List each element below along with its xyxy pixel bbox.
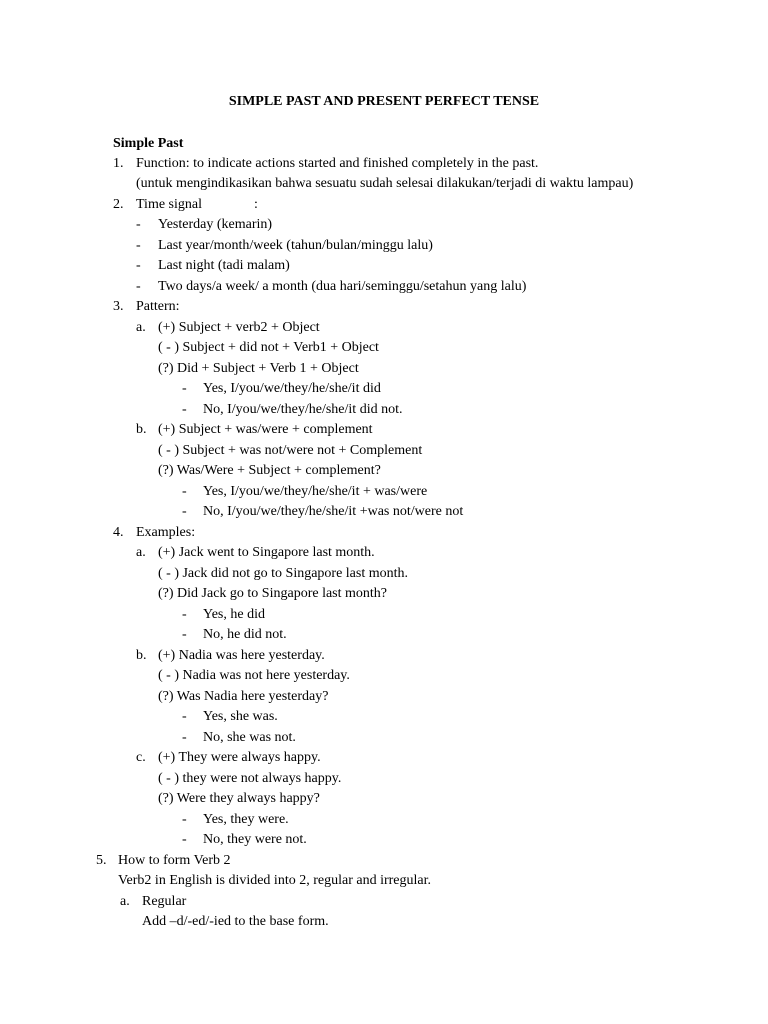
dash-marker: - bbox=[136, 217, 141, 232]
answer-no: No, he did not. bbox=[203, 627, 287, 642]
list-item-text: How to form Verb 2 bbox=[118, 853, 231, 868]
dash-marker: - bbox=[182, 484, 187, 499]
list-number: 2. bbox=[113, 197, 124, 212]
list-number: 3. bbox=[113, 299, 124, 314]
pattern-question: (?) Did + Subject + Verb 1 + Object bbox=[158, 361, 359, 376]
dash-marker: - bbox=[182, 709, 187, 724]
list-item-description: Verb2 in English is divided into 2, regular and irregular. bbox=[118, 873, 431, 888]
list-item-text: Time signal bbox=[136, 197, 202, 212]
example-negative: ( - ) Nadia was not here yesterday. bbox=[158, 668, 350, 683]
answer-yes: Yes, I/you/we/they/he/she/it + was/were bbox=[203, 484, 428, 499]
section-heading: Simple Past bbox=[113, 136, 184, 151]
dash-marker: - bbox=[182, 402, 187, 417]
dash-marker: - bbox=[136, 238, 141, 253]
list-item-colon: : bbox=[254, 197, 258, 212]
list-number: 5. bbox=[96, 853, 107, 868]
dash-marker: - bbox=[182, 730, 187, 745]
pattern-positive: (+) Subject + was/were + complement bbox=[158, 422, 373, 437]
pattern-question: (?) Was/Were + Subject + complement? bbox=[158, 463, 381, 478]
list-number: 4. bbox=[113, 525, 124, 540]
dash-marker: - bbox=[182, 607, 187, 622]
example-positive: (+) Jack went to Singapore last month. bbox=[158, 545, 375, 560]
dash-marker: - bbox=[136, 279, 141, 294]
dash-marker: - bbox=[182, 627, 187, 642]
dash-marker: - bbox=[182, 812, 187, 827]
dash-marker: - bbox=[182, 504, 187, 519]
sub-label: a. bbox=[136, 545, 146, 560]
document-title: SIMPLE PAST AND PRESENT PERFECT TENSE bbox=[228, 94, 540, 109]
answer-no: No, I/you/we/they/he/she/it did not. bbox=[203, 402, 403, 417]
sub-heading: Regular bbox=[142, 894, 187, 909]
sub-label: c. bbox=[136, 750, 146, 765]
answer-yes: Yes, he did bbox=[203, 607, 265, 622]
sub-label: a. bbox=[136, 320, 146, 335]
list-item-translation: (untuk mengindikasikan bahwa sesuatu sudah selesai dilakukan/terjadi di waktu lampau) bbox=[136, 176, 634, 191]
dash-marker: - bbox=[182, 381, 187, 396]
answer-yes: Yes, she was. bbox=[203, 709, 278, 724]
sub-label: b. bbox=[136, 648, 147, 663]
example-question: (?) Was Nadia here yesterday? bbox=[158, 689, 329, 704]
example-positive: (+) Nadia was here yesterday. bbox=[158, 648, 325, 663]
answer-no: No, she was not. bbox=[203, 730, 296, 745]
example-question: (?) Did Jack go to Singapore last month? bbox=[158, 586, 388, 601]
sub-label: b. bbox=[136, 422, 147, 437]
list-item-text: Examples: bbox=[136, 525, 196, 540]
dash-marker: - bbox=[136, 258, 141, 273]
example-negative: ( - ) they were not always happy. bbox=[158, 771, 342, 786]
list-item-text: Function: to indicate actions started and finished completely in the past. bbox=[136, 156, 539, 171]
answer-yes: Yes, I/you/we/they/he/she/it did bbox=[203, 381, 381, 396]
example-negative: ( - ) Jack did not go to Singapore last month. bbox=[158, 566, 409, 581]
list-number: 1. bbox=[113, 156, 124, 171]
pattern-negative: ( - ) Subject + was not/were not + Complement bbox=[158, 443, 423, 458]
sub-label: a. bbox=[120, 894, 130, 909]
sub-description: Add –d/-ed/-ied to the base form. bbox=[142, 914, 329, 929]
bullet-item: Yesterday (kemarin) bbox=[158, 217, 273, 232]
bullet-item: Last year/month/week (tahun/bulan/minggu lalu) bbox=[158, 238, 433, 253]
example-question: (?) Were they always happy? bbox=[158, 791, 320, 806]
pattern-positive: (+) Subject + verb2 + Object bbox=[158, 320, 320, 335]
list-item-text: Pattern: bbox=[136, 299, 180, 314]
bullet-item: Two days/a week/ a month (dua hari/seminggu/setahun yang lalu) bbox=[158, 279, 527, 294]
dash-marker: - bbox=[182, 832, 187, 847]
bullet-item: Last night (tadi malam) bbox=[158, 258, 290, 273]
answer-no: No, they were not. bbox=[203, 832, 307, 847]
pattern-negative: ( - ) Subject + did not + Verb1 + Object bbox=[158, 340, 379, 355]
answer-no: No, I/you/we/they/he/she/it +was not/were not bbox=[203, 504, 464, 519]
answer-yes: Yes, they were. bbox=[203, 812, 289, 827]
example-positive: (+) They were always happy. bbox=[158, 750, 321, 765]
